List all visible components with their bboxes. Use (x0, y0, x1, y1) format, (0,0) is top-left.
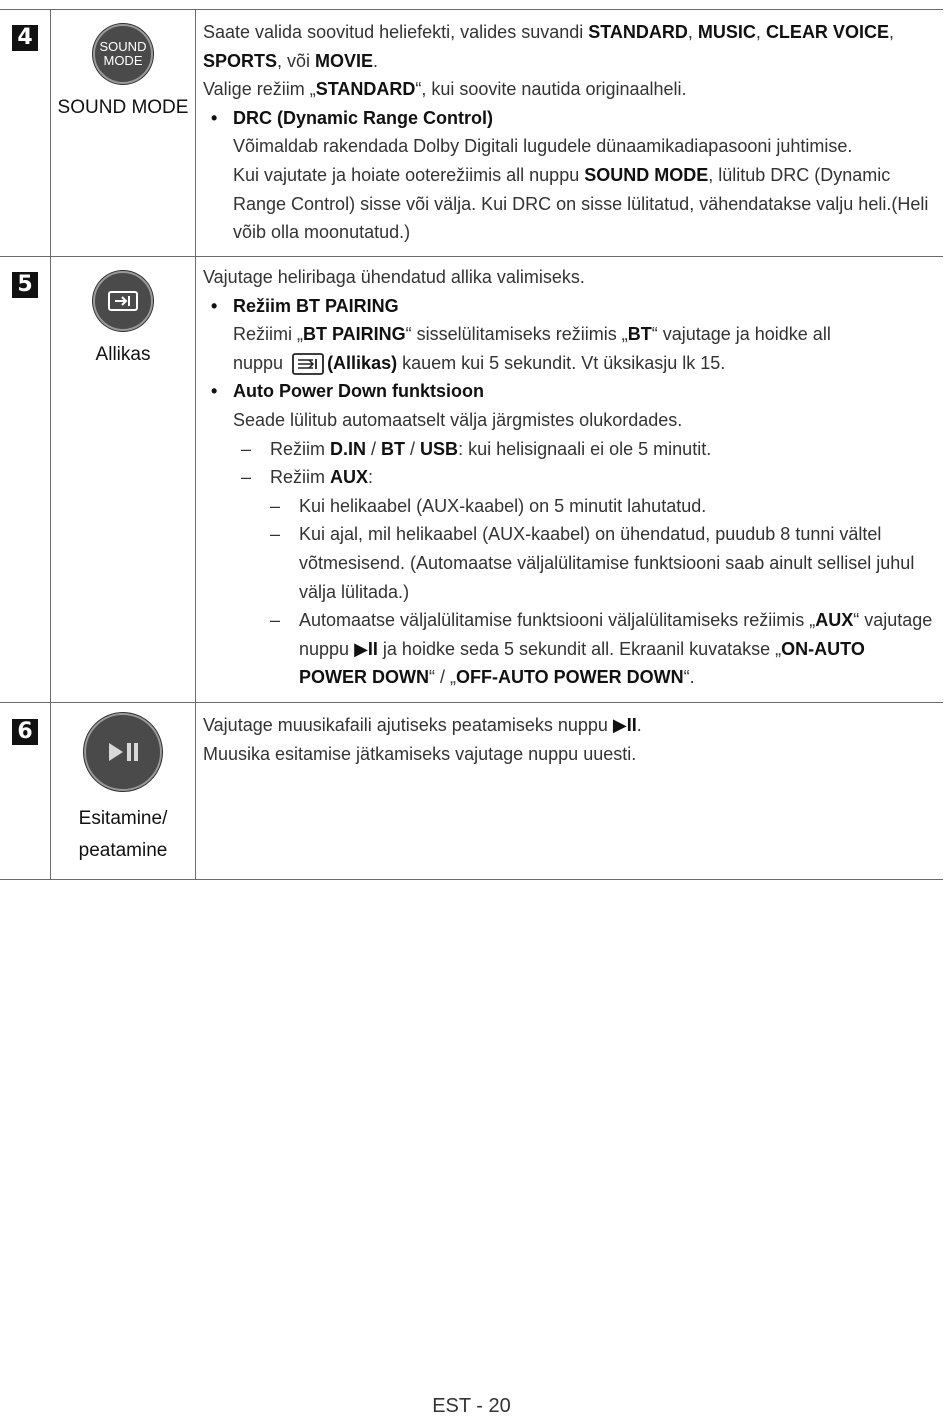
bullet-text: Režiimi „BT PAIRING“ sisselülitamiseks režiimis „BT“ vajutage ja hoidke all (233, 324, 831, 345)
row-number: 5 (12, 272, 38, 298)
intro-text: Vajutage heliribaga ühendatud allika valimiseks. (203, 267, 585, 287)
dash-item: – Režiim AUX: (203, 463, 937, 492)
row-sound-mode (0, 10, 943, 256)
sub-dash-item: – Kui helikaabel (AUX-kaabel) on 5 minutit lahutatud. (203, 492, 937, 521)
bullet-text: Kui vajutate ja hoiate ooterežiimis all nuppu SOUND MODE, lülitub DRC (Dynamic Range Control) sisse või välja. Kui DRC on sisse lülitatud, vähendatakse valju heli.(Heli võib olla moonutatud.) (233, 164, 929, 243)
function-table (0, 9, 943, 880)
description (203, 711, 937, 768)
play-pause-button-icon (84, 713, 162, 791)
sub-dash-item: – Kui ajal, mil helikaabel (AUX-kaabel) on ühendatud, puudub 8 tunni vältel võtmesisend. (Automaatse väljalülitamise funktsiooni saab ainult sellisel juhul välja lülitada.) (203, 520, 937, 606)
description (203, 18, 937, 247)
button-column (51, 271, 195, 371)
bullet-heading: • DRC (Dynamic Range Control) (203, 104, 937, 133)
intro-text: Saate valida soovitud heliefekti, valides suvandi STANDARD, MUSIC, CLEAR VOICE, SPORTS, või MOVIE. (203, 22, 894, 71)
page-number: EST - 20 (432, 1395, 511, 1417)
intro-text: Valige režiim „STANDARD“, kui soovite nautida originaalheli. (203, 79, 687, 100)
button-label: SOUND MODE (57, 97, 189, 118)
button-label: Allikas (95, 344, 151, 365)
bullet-text: nuppu (Allikas) kauem kui 5 sekundit. Vt üksikasju lk 15. (203, 349, 937, 378)
source-input-icon (107, 289, 139, 313)
intro-text: Vajutage muusikafaili ajutiseks peatamiseks nuppu ▶II. (203, 715, 642, 735)
button-text: MODE (103, 53, 143, 68)
bullet-heading: • Režiim BT PAIRING (203, 292, 937, 321)
sound-mode-button-icon (93, 24, 153, 84)
row-source (0, 257, 943, 702)
row-number: 6 (12, 719, 38, 745)
button-label: Esitamine/ peatamine (78, 808, 168, 861)
bullet-heading: • Auto Power Down funktsioon (203, 377, 937, 406)
play-pause-glyph: ▶II (612, 715, 637, 735)
bullet-text: Seade lülitub automaatselt välja järgmistes olukordades. (233, 409, 683, 430)
dash-item: – Režiim D.IN / BT / USB: kui helisignaali ei ole 5 minutit. (203, 435, 937, 464)
row-number: 4 (12, 25, 38, 51)
description (203, 263, 937, 692)
row-play-pause (0, 703, 943, 879)
button-column (51, 24, 195, 124)
sub-dash-item: – Automaatse väljalülitamise funktsiooni väljalülitamiseks režiimis „AUX“ vajutage nuppu ▶II ja hoidke seda 5 sekundit all. Ekraanil kuvatakse „ON-AUTO POWER DOWN“ / „OFF-AUTO POWER DOWN“. (203, 606, 937, 692)
intro-text: Muusika esitamise jätkamiseks vajutage nuppu uuesti. (203, 743, 637, 764)
play-pause-icon (106, 741, 140, 763)
bullet-text: Võimaldab rakendada Dolby Digitali lugudele dünaamikadiapasooni juhtimise. (233, 136, 853, 157)
source-button-icon (93, 271, 153, 331)
button-column (51, 713, 195, 867)
button-text: SOUND (99, 39, 147, 54)
source-input-icon (291, 352, 325, 376)
play-pause-glyph: ▶II (354, 638, 378, 659)
table-border-bottom (0, 879, 943, 880)
